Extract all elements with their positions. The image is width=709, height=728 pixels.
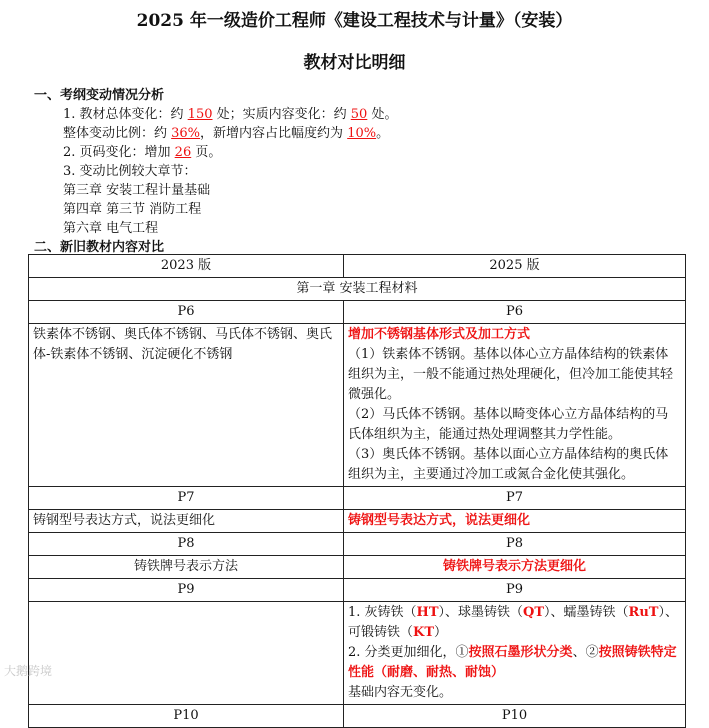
cell-old: 铁素体不锈钢、奥氏体不锈钢、马氏体不锈钢、奥氏体-铁素体不锈钢、沉淀硬化不锈钢 xyxy=(29,324,344,487)
watermark: 大鹅跨境 xyxy=(4,664,53,678)
page-old: P10 xyxy=(29,705,344,728)
stat-line-4: 3. 变动比例较大章节： xyxy=(63,164,197,179)
page-old: P9 xyxy=(29,579,344,602)
page-old: P6 xyxy=(29,301,344,324)
chapter-line-3: 第三章 安装工程计量基础 xyxy=(63,183,211,198)
section2-heading: 二、新旧教材内容对比 xyxy=(34,240,165,255)
page-new: P7 xyxy=(344,487,686,510)
detail-text: 基础内容无变化。 xyxy=(348,685,453,700)
document-title: 2025 年一级造价工程师《建设工程技术与计量》（安装） xyxy=(136,11,573,31)
stat-line-1: 1. 教材总体变化：约 150 处；实质内容变化：约 50 处。 xyxy=(63,107,398,122)
table-row xyxy=(29,579,686,602)
stat-line-2: 整体变动比例：约 36%，新增内容占比幅度约为 10%。 xyxy=(63,126,390,141)
table-row xyxy=(29,510,686,533)
chapter-line-6: 第六章 电气工程 xyxy=(63,221,159,236)
detail-text: （3）奥氏体不锈钢。基体以面心立方晶体结构的奥氏体组织为主，主要通过冷加工或氮合金化使其强化。 xyxy=(348,447,669,482)
detail-text: 1. 灰铸铁（HT）、球墨铸铁（QT）、蠕墨铸铁（RuT）、可锻铸铁（KT） xyxy=(348,605,678,640)
cell-old: 铸铁牌号表示方法 xyxy=(29,556,344,579)
cell-new xyxy=(344,602,686,705)
page-old: P8 xyxy=(29,533,344,556)
cell-new: 铸铁牌号表示方法更细化 xyxy=(344,556,686,579)
cell-old: 铸钢型号表达方式，说法更细化 xyxy=(29,510,344,533)
table-row xyxy=(29,602,686,705)
stat-line-3: 2. 页码变化：增加 26 页。 xyxy=(63,145,222,160)
cell-new: 铸钢型号表达方式，说法更细化 xyxy=(344,510,686,533)
col-old-header: 2023 版 xyxy=(29,255,344,278)
page-new: P6 xyxy=(344,301,686,324)
page-new: P9 xyxy=(344,579,686,602)
change-note: 增加不锈钢基体形式及加工方式 xyxy=(348,327,531,342)
chapter-row xyxy=(29,278,686,301)
detail-text: （1）铁素体不锈钢。基体以体心立方晶体结构的铁素体组织为主，一般不能通过热处理硬化，但冷加工能使其轻微强化。 xyxy=(348,347,674,402)
table-header-row xyxy=(29,255,686,278)
section1-heading: 一、考纲变动情况分析 xyxy=(34,88,165,103)
table-row xyxy=(29,324,686,487)
page-new: P10 xyxy=(344,705,686,728)
table-row xyxy=(29,487,686,510)
table-row xyxy=(29,533,686,556)
detail-text: 2. 分类更加细化，①按照石墨形状分类、②按照铸铁特定性能（耐磨、耐热、耐蚀） xyxy=(348,645,677,680)
comparison-table xyxy=(28,254,686,728)
cell-new xyxy=(344,324,686,487)
detail-text: （2）马氏体不锈钢。基体以畸变体心立方晶体结构的马氏体组织为主，能通过热处理调整其力学性能。 xyxy=(348,407,669,442)
cell-old xyxy=(29,602,344,705)
chapter1-label: 第一章 安装工程材料 xyxy=(29,278,686,301)
page-old: P7 xyxy=(29,487,344,510)
chapter-line-4: 第四章 第三节 消防工程 xyxy=(63,202,202,217)
table-row xyxy=(29,705,686,728)
col-new-header: 2025 版 xyxy=(344,255,686,278)
page-new: P8 xyxy=(344,533,686,556)
document-subtitle: 教材对比明细 xyxy=(303,53,406,73)
table-row xyxy=(29,556,686,579)
table-row xyxy=(29,301,686,324)
